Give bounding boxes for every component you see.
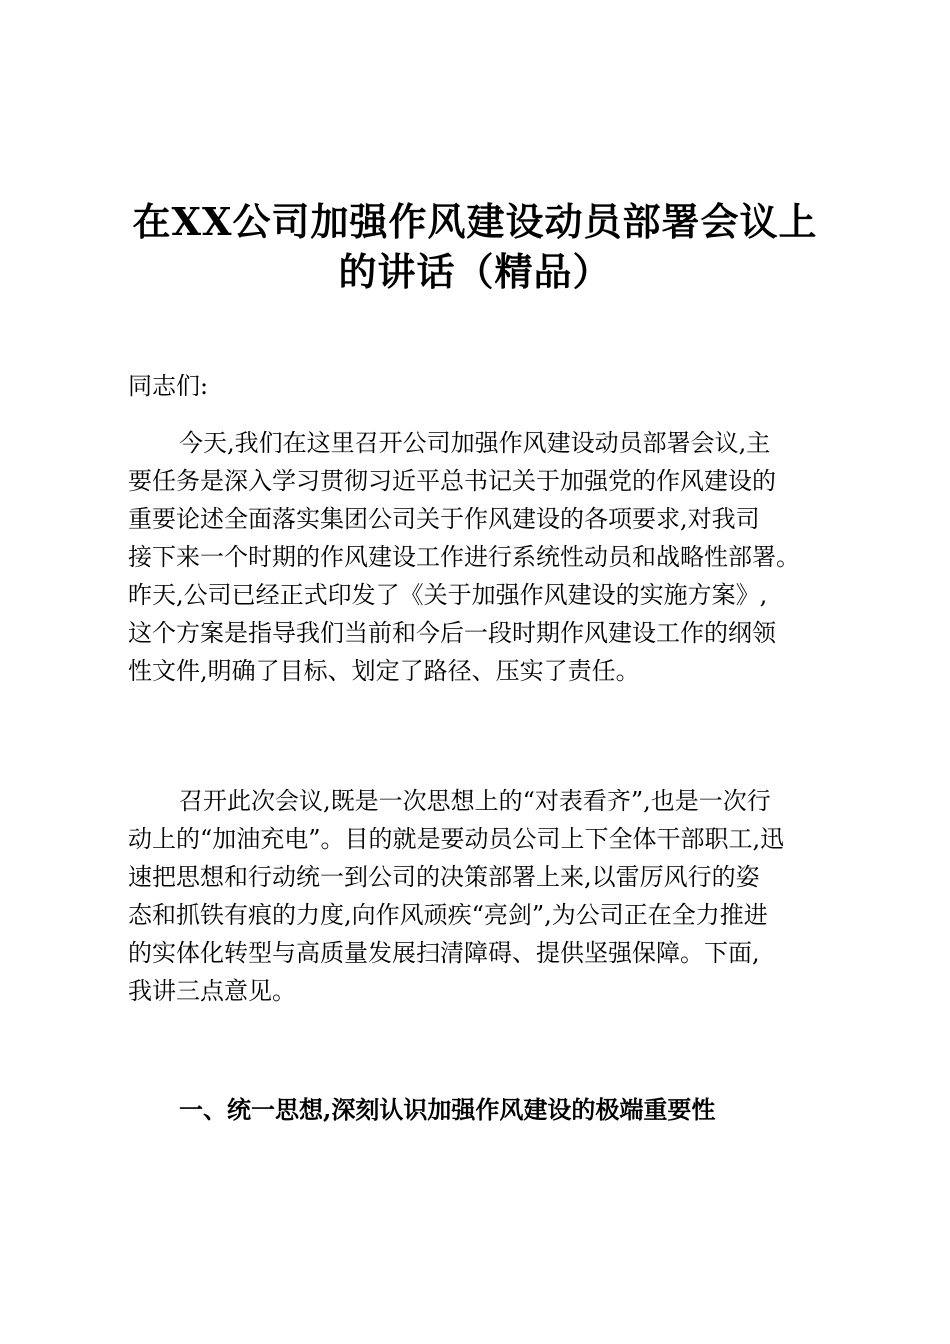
paragraph-line: 昨天,公司已经正式印发了《关于加强作风建设的实施方案》, bbox=[128, 581, 768, 609]
paragraph-line: 这个方案是指导我们当前和今后一段时期作风建设工作的纲领 bbox=[128, 619, 776, 647]
paragraph-line: 的实体化转型与高质量发展扫清障碍、提供坚强保障。下面, bbox=[128, 939, 760, 967]
paragraph-line: 接下来一个时期的作风建设工作进行系统性动员和战略性部署。 bbox=[128, 543, 800, 571]
paragraph-line: 我讲三点意见。 bbox=[128, 977, 296, 1005]
paragraph-line: 态和抓铁有痕的力度,向作风顽疾“亮剑”,为公司正在全力推进 bbox=[128, 901, 768, 929]
section-heading-1: 一、统一思想,深刻认识加强作风建设的极端重要性 bbox=[179, 1095, 716, 1124]
salutation: 同志们: bbox=[128, 372, 209, 400]
paragraph-line: 性文件,明确了目标、划定了路径、压实了责任。 bbox=[128, 657, 640, 685]
paragraph-2 bbox=[128, 782, 848, 1010]
document-title-line-1: 在XX公司加强作风建设动员部署会议上 bbox=[132, 199, 818, 244]
paragraph-line: 速把思想和行动统一到公司的决策部署上来,以雷厉风行的姿 bbox=[128, 863, 760, 891]
document-title-line-2: 的讲话（精品） bbox=[338, 249, 612, 294]
paragraph-1 bbox=[128, 424, 848, 690]
paragraph-line: 重要论述全面落实集团公司关于作风建设的各项要求,对我司 bbox=[128, 505, 760, 533]
paragraph-line: 召开此次会议,既是一次思想上的“对表看齐”,也是一次行 bbox=[179, 787, 771, 815]
paragraph-line: 今天,我们在这里召开公司加强作风建设动员部署会议,主 bbox=[179, 429, 771, 457]
paragraph-line: 动上的“加油充电”。目的就是要动员公司上下全体干部职工,迅 bbox=[128, 825, 785, 853]
paragraph-line: 要任务是深入学习贯彻习近平总书记关于加强党的作风建设的 bbox=[128, 467, 776, 495]
